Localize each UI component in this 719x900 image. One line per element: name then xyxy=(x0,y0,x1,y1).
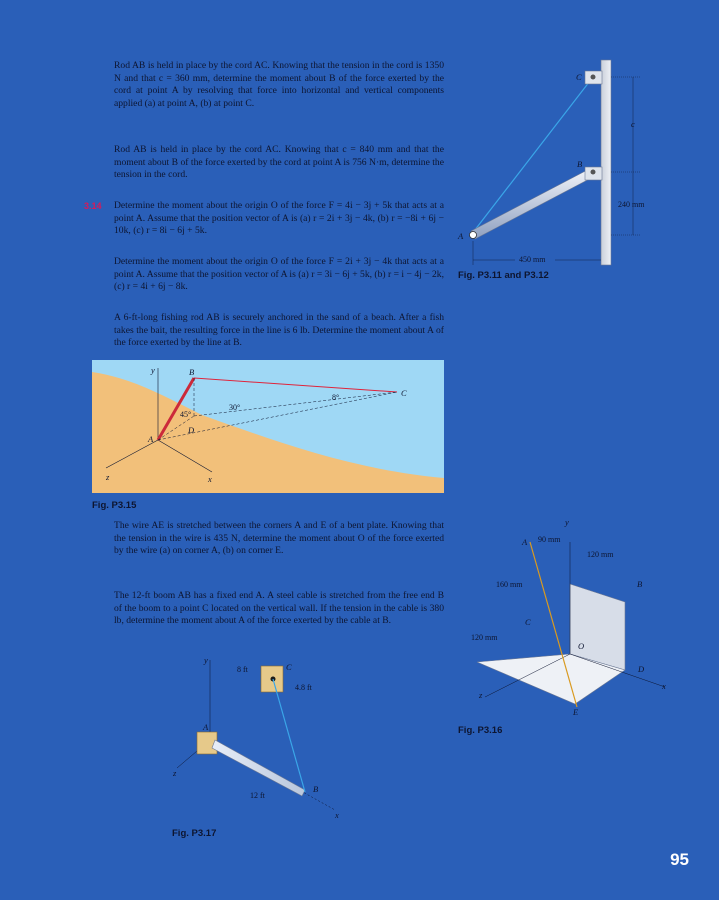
figure-p3-11 xyxy=(455,55,665,270)
angle-45: 45° xyxy=(180,410,192,419)
label-x: x xyxy=(662,681,666,691)
problem-text: The wire AE is stretched between the corners A and E of a bent plate. Knowing that the tension in the wire is 435 N, determine the moment about O of the force exerted by the wire (a) on corner A, (b) on corner E. xyxy=(114,520,444,557)
dim-120a: 120 mm xyxy=(587,550,614,559)
label-b: B xyxy=(637,579,643,589)
problem-text: A 6-ft-long fishing rod AB is securely anchored in the sand of a beach. After a fish takes the bait, the resulting force in the line is 6 lb. Determine the moment about A of the force exerted by the line at B. xyxy=(114,312,444,349)
label-a: A xyxy=(458,231,464,241)
dim-12ft: 12 ft xyxy=(250,791,265,800)
label-b: B xyxy=(313,784,319,794)
label-z: z xyxy=(479,690,483,700)
label-c: C xyxy=(525,617,531,627)
problem-text: Rod AB is held in place by the cord AC. Knowing that c = 840 mm and that the moment about B of the force exerted by the cord at point A is 756 N·m, determine the tension in the cord. xyxy=(114,144,444,181)
problem-3-14 xyxy=(84,200,444,238)
dim-90: 90 mm xyxy=(538,535,561,544)
label-b: B xyxy=(577,159,583,169)
wall xyxy=(601,60,611,265)
label-e: E xyxy=(573,707,579,717)
dim-120b: 120 mm xyxy=(471,633,498,642)
rod-ab xyxy=(471,167,597,239)
dim-8ft: 8 ft xyxy=(237,665,248,674)
label-a: A xyxy=(148,434,154,444)
label-c: C xyxy=(576,72,582,82)
figure-p3-17 xyxy=(165,650,355,825)
label-c: C xyxy=(401,388,407,398)
dim-160: 160 mm xyxy=(496,580,523,589)
label-o: O xyxy=(578,641,585,651)
label-x: x xyxy=(335,810,339,820)
problem-3-13 xyxy=(114,256,444,294)
pin-c xyxy=(591,75,596,80)
figure-p3-16 xyxy=(455,512,675,722)
dim-450: 450 mm xyxy=(519,255,546,264)
caption-p3-16: Fig. P3.16 xyxy=(458,725,503,736)
label-z: z xyxy=(173,768,177,778)
dim-240: 240 mm xyxy=(618,200,645,209)
label-d: D xyxy=(638,664,645,674)
label-a: A xyxy=(203,722,209,732)
label-z: z xyxy=(106,472,110,482)
caption-p3-15: Fig. P3.15 xyxy=(92,500,137,511)
label-c-dim: c xyxy=(631,119,635,129)
caption-p3-17: Fig. P3.17 xyxy=(172,828,217,839)
problem-3-12 xyxy=(114,144,444,182)
label-d: D xyxy=(188,425,195,435)
angle-30: 30° xyxy=(229,403,241,412)
label-b: B xyxy=(189,367,195,377)
angle-8: 8° xyxy=(332,393,340,402)
problem-text: Rod AB is held in place by the cord AC. Knowing that the tension in the cord is 1350 N and that c = 360 mm, determine the moment about B of the force exerted by the cord at point A by resolving that force into horizontal and vertical components applied (a) at point A, (b) at point C. xyxy=(114,60,444,109)
page-number: 95 xyxy=(670,850,689,869)
dim-4-8ft: 4.8 ft xyxy=(295,683,312,692)
label-a: A xyxy=(522,537,528,547)
label-c: C xyxy=(286,662,292,672)
figure-p3-15 xyxy=(92,360,444,493)
label-x: x xyxy=(208,474,212,484)
label-y: y xyxy=(565,517,569,527)
caption-p3-11: Fig. P3.11 and P3.12 xyxy=(458,270,549,281)
problem-3-15 xyxy=(114,312,444,350)
label-y: y xyxy=(151,365,155,375)
problem-text: Determine the moment about the origin O of the force F = 2i + 3j − 4k that acts at a point A. Assume that the position vector of A is (a) r = 3i − 6j + 5k, (b) r = i − 4j − 2k, (c) r = 4i + 6j − 8k. xyxy=(114,256,444,293)
point-a xyxy=(470,232,477,239)
pin-b xyxy=(591,170,596,175)
boom-ab xyxy=(212,740,305,796)
problem-3-11 xyxy=(114,60,444,110)
problem-3-17 xyxy=(114,590,444,628)
problem-number: 3.14 xyxy=(84,201,102,211)
problem-text: Determine the moment about the origin O of the force F = 4i − 3j + 5k that acts at a point A. Assume that the position vector of A is (a) r = 2i + 3j − 4k, (b) r = −8i + 6j − 10k, (c) r = 8i − 6j + 5k. xyxy=(114,200,444,237)
problem-text: The 12-ft boom AB has a fixed end A. A steel cable is stretched from the free end B of the boom to a point C located on the vertical wall. If the tension in the cable is 380 lb, determine the moment about A of the force exerted by the cable at B. xyxy=(114,590,444,627)
cord-ac xyxy=(471,77,593,235)
label-y: y xyxy=(204,655,208,665)
problem-3-16 xyxy=(114,520,444,558)
